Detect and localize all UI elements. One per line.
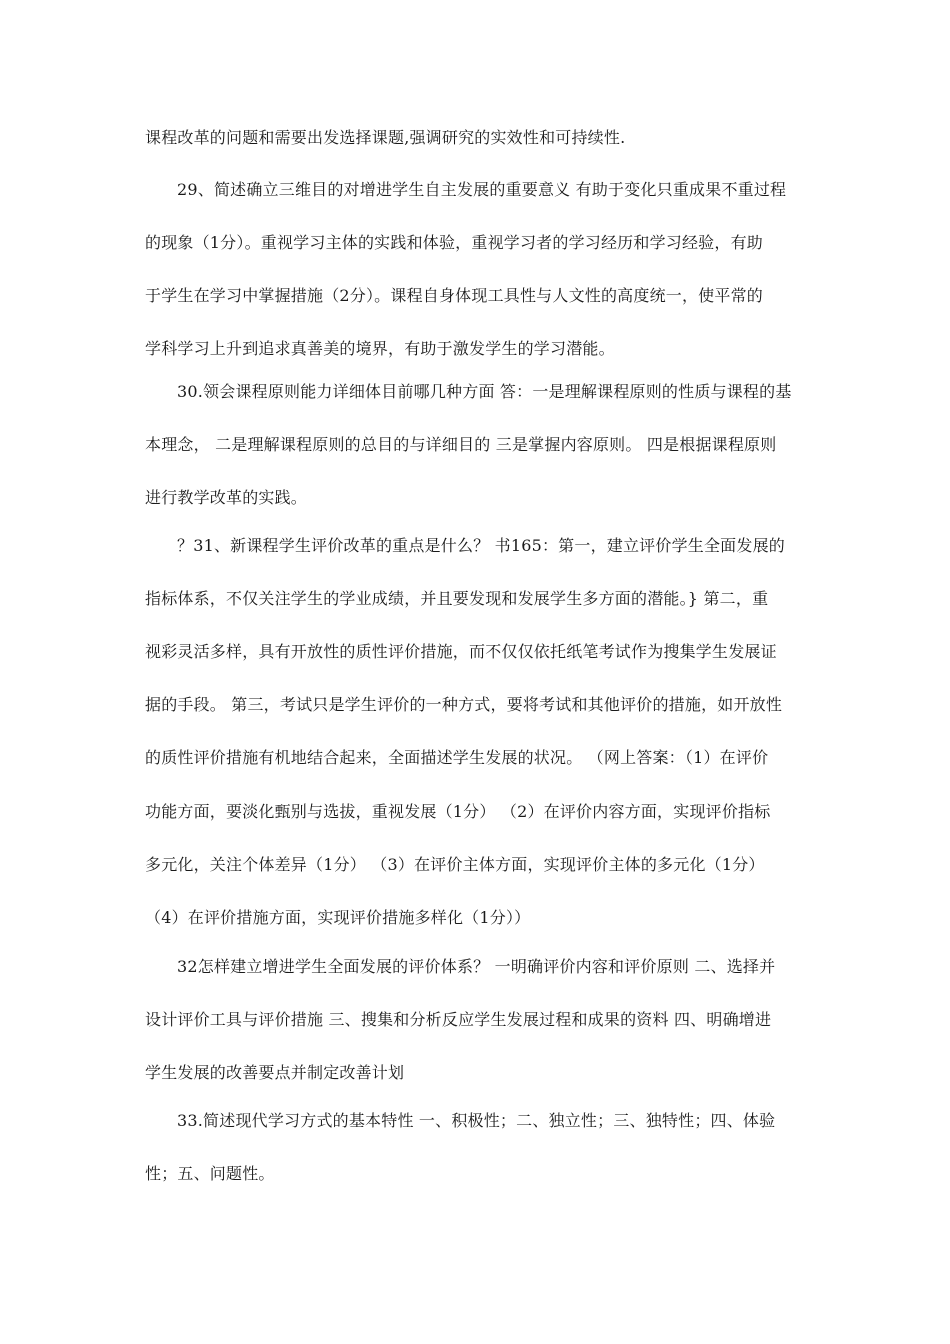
text-line: 本理念， 二是理解课程原则的总目的与详细目的 三是掌握内容原则。 四是根据课程原则 (145, 435, 777, 454)
text-line: 29、简述确立三维目的对增进学生自主发展的重要意义 有助于变化只重成果不重过程 (177, 180, 787, 199)
text-line: （4）在评价措施方面，实现评价措施多样化（1分）） (145, 908, 531, 927)
text-line: 30.领会课程原则能力详细体目前哪几种方面 答：一是理解课程原则的性质与课程的基 (177, 382, 792, 401)
text-line: 学科学习上升到追求真善美的境界，有助于激发学生的学习潜能。 (145, 339, 615, 358)
text-line: 进行教学改革的实践。 (145, 488, 308, 507)
text-line: 的现象（1分）。重视学习主体的实践和体验，重视学习者的学习经历和学习经验，有助 (145, 233, 763, 252)
text-line: 功能方面，要淡化甄别与选拔，重视发展（1分） （2）在评价内容方面，实现评价指标 (145, 802, 771, 821)
text-line: 指标体系，不仅关注学生的学业成绩，并且要发现和发展学生多方面的潜能。} 第二，重 (145, 589, 769, 608)
text-line: 设计评价工具与评价措施 三、搜集和分析反应学生发展过程和成果的资料 四、明确增进 (145, 1010, 772, 1029)
text-line: 于学生在学习中掌握措施（2分）。课程自身体现工具性与人文性的高度统一，使平常的 (145, 286, 763, 305)
text-line: 33.简述现代学习方式的基本特性 一、积极性；二、独立性；三、独特性；四、体验 (177, 1111, 776, 1130)
text-line: 32怎样建立增进学生全面发展的评价体系？ 一明确评价内容和评价原则 二、选择并 (177, 957, 776, 976)
text-line: 视彩灵活多样，具有开放性的质性评价措施，而不仅仅依托纸笔考试作为搜集学生发展证 (145, 642, 777, 661)
text-line: 学生发展的改善要点并制定改善计划 (145, 1063, 405, 1082)
text-line: 性；五、问题性。 (145, 1164, 275, 1183)
text-line: 据的手段。 第三，考试只是学生评价的一种方式，要将考试和其他评价的措施，如开放性 (145, 695, 783, 714)
text-line: 课程改革的问题和需要出发选择课题,强调研究的实效性和可持续性. (145, 128, 626, 147)
text-line: 多元化，关注个体差异（1分） （3）在评价主体方面，实现评价主体的多元化（1分） (145, 855, 765, 874)
text-line: 的质性评价措施有机地结合起来，全面描述学生发展的状况。 （网上答案：（1）在评价 (145, 748, 769, 767)
text-line: ？31、新课程学生评价改革的重点是什么？ 书165：第一，建立评价学生全面发展的 (177, 536, 785, 555)
